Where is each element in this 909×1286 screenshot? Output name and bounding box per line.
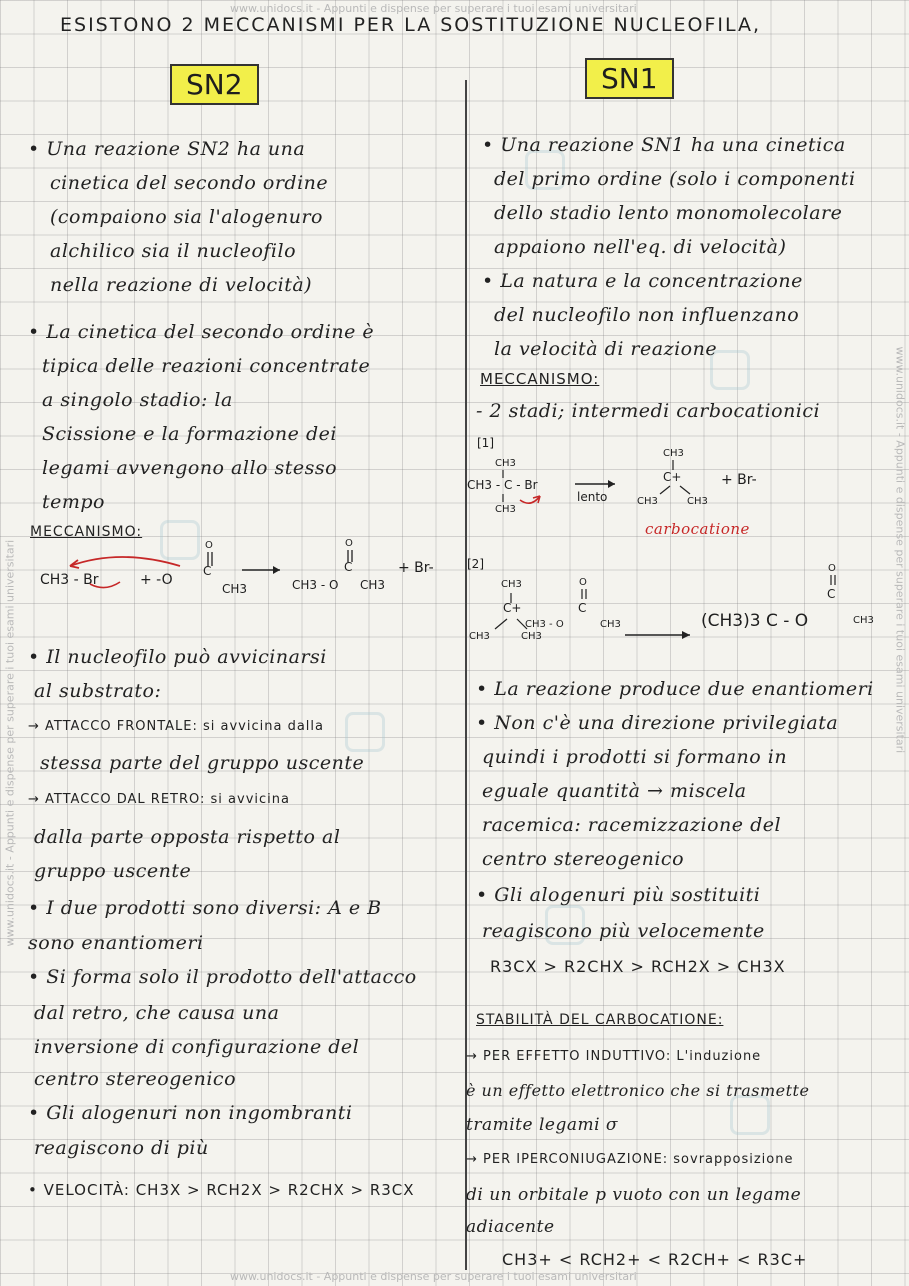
text-line: (compaiono sia l'alogenuro bbox=[50, 206, 323, 228]
step1-bromide: + Br- bbox=[721, 472, 757, 488]
text-line: di un orbitale p vuoto con un legame bbox=[466, 1185, 802, 1205]
text-line: cinetica del secondo ordine bbox=[50, 172, 329, 194]
velocity-line: • VELOCITÀ: CH3X > RCH2X > R2CHX > R3CX bbox=[28, 1181, 415, 1199]
product-o-label: O bbox=[345, 538, 353, 549]
step2-product-c: C bbox=[827, 587, 836, 601]
text-line: al substrato: bbox=[34, 680, 162, 702]
text-line: tramite legami σ bbox=[466, 1115, 619, 1135]
text-line: → PER EFFETTO INDUTTIVO: L'induzione bbox=[466, 1049, 762, 1064]
step2-nuc-o: O bbox=[579, 577, 587, 588]
sn2-intro bbox=[28, 132, 328, 302]
step1-bottom-ch3: CH3 bbox=[495, 504, 516, 515]
cation-top-ch3: CH3 bbox=[663, 448, 684, 459]
product-ch3-label: CH3 bbox=[360, 578, 386, 592]
sn1-intro bbox=[482, 128, 856, 366]
text-line: • I due prodotti sono diversi: A e B bbox=[28, 897, 382, 919]
carbocation-label: carbocatione bbox=[645, 520, 750, 538]
watermark-top: www.unidocs.it - Appunti e dispense per superare i tuoi esami universitari bbox=[230, 2, 637, 15]
step2-product: (CH3)3 C - O bbox=[701, 611, 809, 631]
step2-right-ch3: CH3 bbox=[521, 631, 542, 642]
text-line: tipica delle reazioni concentrate bbox=[42, 355, 371, 377]
text-line: centro stereogenico bbox=[482, 848, 685, 870]
sn2-details bbox=[28, 640, 417, 1216]
text-line: • Una reazione SN2 ha una bbox=[28, 138, 306, 160]
text-line: Scissione e la formazione dei bbox=[42, 423, 337, 445]
product-label: CH3 - O bbox=[292, 578, 339, 592]
text-line: • Non c'è una direzione privilegiata bbox=[476, 712, 839, 734]
watermark-left: www.unidocs.it - Appunti e dispense per superare i tuoi esami universitari bbox=[3, 539, 17, 947]
reactivity-order: R3CX > R2CHX > RCH2X > CH3X bbox=[490, 957, 786, 976]
text-line: • La natura e la concentrazione bbox=[482, 270, 803, 292]
text-line: • La cinetica del secondo ordine è bbox=[28, 321, 375, 343]
text-line: legami avvengono allo stesso bbox=[42, 457, 338, 479]
step1-tbutyl-bromide: CH3 - C - Br bbox=[467, 478, 538, 492]
text-line: appaiono nell'eq. di velocità) bbox=[494, 236, 787, 258]
step2-nuc-c: C bbox=[578, 601, 587, 615]
reactant-label: CH3 - Br bbox=[40, 572, 99, 588]
text-line: dalla parte opposta rispetto al bbox=[34, 826, 341, 848]
text-line: inversione di configurazione del bbox=[34, 1036, 360, 1058]
text-line: • Si forma solo il prodotto dell'attacco bbox=[28, 966, 417, 988]
sn1-heading-label: SN1 bbox=[585, 58, 674, 99]
text-line: sono enantiomeri bbox=[28, 932, 204, 954]
watermark-right: www.unidocs.it - Appunti e dispense per superare i tuoi esami universitari bbox=[893, 346, 907, 754]
text-line: tempo bbox=[42, 491, 105, 513]
text-line: nella reazione di velocità) bbox=[50, 274, 313, 296]
sn1-step1 bbox=[465, 432, 905, 542]
step2-left-ch3: CH3 bbox=[469, 631, 490, 642]
text-line: dello stadio lento monomolecolare bbox=[494, 202, 843, 224]
step1-top-ch3: CH3 bbox=[495, 458, 516, 469]
sn1-details bbox=[476, 672, 874, 986]
text-line: la velocità di reazione bbox=[494, 338, 718, 360]
step2-tag: [2] bbox=[467, 557, 484, 571]
carbonyl-o-label: O bbox=[205, 540, 213, 551]
sn1-heading bbox=[585, 62, 674, 95]
carbonyl-c-label: C bbox=[203, 564, 212, 578]
stability-label: STABILITÀ DEL CARBOCATIONE: bbox=[476, 1012, 724, 1028]
text-line: reagiscono più velocemente bbox=[482, 920, 765, 942]
cation-right-ch3: CH3 bbox=[687, 496, 708, 507]
text-line: quindi i prodotti si formano in bbox=[482, 746, 788, 768]
text-line: • Gli alogenuri più sostituiti bbox=[476, 884, 761, 906]
product-c-label: C bbox=[344, 560, 353, 574]
sn2-mechanism bbox=[30, 540, 460, 610]
watermark-bottom: www.unidocs.it - Appunti e dispense per superare i tuoi esami universitari bbox=[230, 1270, 637, 1283]
sn2-heading-label: SN2 bbox=[170, 64, 259, 105]
text-line: centro stereogenico bbox=[34, 1068, 237, 1090]
text-line: stessa parte del gruppo uscente bbox=[40, 752, 365, 774]
page-title: ESISTONO 2 MECCANISMI PER LA SOSTITUZIONE NUCLEOFILA, bbox=[60, 14, 762, 36]
text-line: gruppo uscente bbox=[34, 860, 192, 882]
text-line: → PER IPERCONIUGAZIONE: sovrapposizione bbox=[466, 1152, 794, 1167]
text-line: dal retro, che causa una bbox=[34, 1002, 280, 1024]
sn1-step2 bbox=[465, 555, 905, 650]
cation-center: C+ bbox=[663, 470, 682, 484]
text-line: racemica: racemizzazione del bbox=[482, 814, 782, 836]
text-line: adiacente bbox=[466, 1217, 555, 1237]
sn1-stages: - 2 stadi; intermedi carbocationici bbox=[476, 400, 821, 422]
text-line: • La reazione produce due enantiomeri bbox=[476, 678, 874, 700]
nucleophile-label: + -O bbox=[140, 572, 173, 588]
text-line: → ATTACCO FRONTALE: si avvicina dalla bbox=[28, 719, 324, 734]
text-line: del nucleofilo non influenzano bbox=[494, 304, 800, 326]
step2-product-ch3: CH3 bbox=[853, 615, 874, 626]
text-line: è un effetto elettronico che si trasmette bbox=[466, 1081, 810, 1100]
step2-product-o: O bbox=[828, 563, 836, 574]
stability-details bbox=[466, 1040, 809, 1278]
text-line: eguale quantità → miscela bbox=[482, 780, 747, 802]
text-line: del primo ordine (solo i componenti bbox=[494, 168, 856, 190]
step2-acetate-ch3: CH3 bbox=[600, 619, 621, 630]
step1-slow-label: lento bbox=[577, 490, 608, 504]
sn2-mechanism-label: MECCANISMO: bbox=[30, 524, 143, 540]
text-line: • Gli alogenuri non ingombranti bbox=[28, 1102, 353, 1124]
cation-left-ch3: CH3 bbox=[637, 496, 658, 507]
bromide-label: + Br- bbox=[398, 560, 434, 576]
carbocation-stability-order: CH3+ < RCH2+ < R2CH+ < R3C+ bbox=[502, 1250, 808, 1269]
acetate-ch3-label: CH3 bbox=[222, 582, 248, 596]
text-line: → ATTACCO DAL RETRO: si avvicina bbox=[28, 792, 290, 807]
step1-tag: [1] bbox=[477, 436, 494, 450]
text-line: • Il nucleofilo può avvicinarsi bbox=[28, 646, 327, 668]
sn1-mechanism-label: MECCANISMO: bbox=[480, 370, 600, 388]
step2-cation: C+ bbox=[503, 601, 522, 615]
text-line: alchilico sia il nucleofilo bbox=[50, 240, 297, 262]
text-line: • Una reazione SN1 ha una cinetica bbox=[482, 134, 846, 156]
step2-acetate: CH3 - O bbox=[525, 619, 564, 630]
sn2-kinetics bbox=[28, 315, 374, 519]
text-line: reagiscono di più bbox=[34, 1137, 209, 1159]
step2-top-ch3: CH3 bbox=[501, 579, 522, 590]
sn2-heading bbox=[170, 68, 259, 101]
text-line: a singolo stadio: la bbox=[42, 389, 233, 411]
